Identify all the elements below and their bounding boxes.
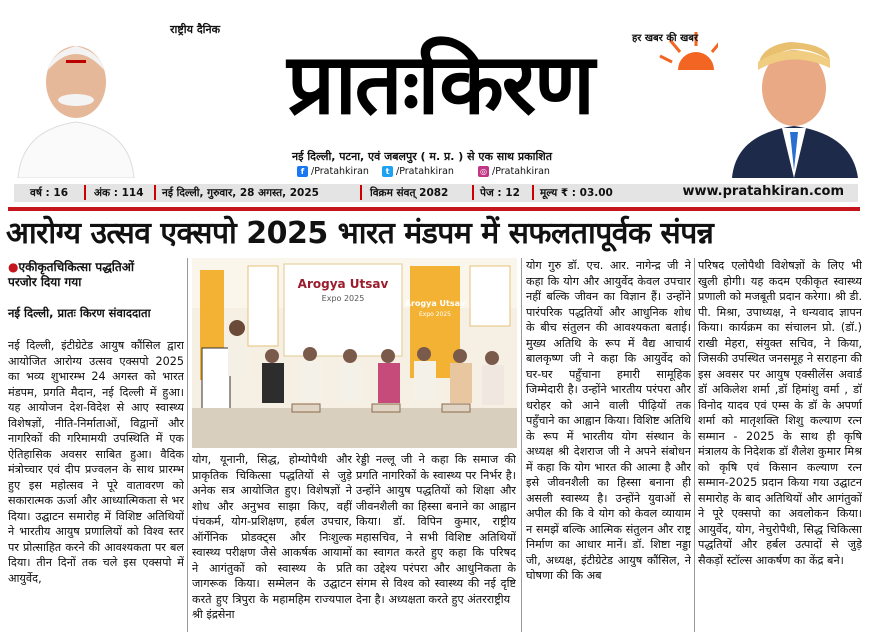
divider (532, 185, 534, 200)
publication-cities: नई दिल्ली, पटना, एवं जबलपुर ( म. प्र. ) से एक साथ प्रकाशित (292, 150, 553, 163)
article-column-1 (8, 338, 184, 632)
twitter-icon: t (382, 166, 393, 177)
subhead-line-1: एकीकृतचिकित्सा पद्धतिओं (18, 260, 134, 274)
issue-year: वर्ष : 16 (30, 187, 69, 199)
masthead-tagline-right: हर खबर की खबर (632, 33, 699, 44)
issue-samvat: विक्रम संवत् 2082 (370, 187, 449, 199)
instagram-icon: ◎ (478, 166, 489, 177)
article-column-2 (192, 452, 352, 632)
column-text: योग गुरु डॉ. एच. आर. नागेन्द्र जी ने कहा कि योग और आयुर्वेद केवल उपचार नहीं बल्कि जीवन का विज्ञान हैं। उन्होंने पारंपरिक पद्धतियों और आधुनिक शोध के बीच संतुलन की आवश्यकता बताई। मुख्य अतिथि के रूप में वैद्य आचार्य बालकृष्ण जी ने कहा कि आयुर्वेद को घर-घर पहुँचाना हमारी सामूहिक जिम्मेदारी है। उन्होंने भारतीय परंपरा और धरोहर को आने वाली पीढ़ियों तक पहुँचाने का आह्वान किया। विशिष्ट अतिथि के रूप में भारतीय योग संस्थान के अध्यक्ष श्री देशराज जी ने अपने संबोधन में कहा कि योग भारत की आत्मा है और इसे जीवनशैली का हिस्सा बनाना ही असली स्वास्थ्य है। उन्होंने युवाओं से अपील की कि वे योग को केवल व्यायाम न समझें बल्कि आत्मिक संतुलन और राष्ट्र निर्माण का आधार मानें। डॉ. शिष्टा नड्डा जी, अध्यक्ष, इंटीग्रेटेड आयुष कौंसिल, ने घोषणा की कि अब (526, 259, 691, 582)
divider (472, 185, 474, 200)
column-text: रेड्डी नल्लू जी ने कहा कि समाज की प्रगति नागरिकों के स्वास्थ्य पर निर्भर है। उन्होंने आयुष पद्धतियों को शिक्षा और जीवनशैली का हिस्सा बनाने का आह्वान किया। डॉ. विपिन कुमार, राष्ट्रीय महासचिव, ने सभी विशिष्ट अतिथियों का स्वागत करते हुए कहा कि परिषद का उद्देश्य परंपरा और आधुनिकता के संगम से विश्व को स्वास्थ्य की नई दृष्टि देना है। अध्यक्षता करते हुए अंतरराष्ट्रीय (356, 453, 516, 606)
website-link[interactable]: www.pratahkiran.com (682, 184, 844, 199)
divider (360, 185, 362, 200)
social-twitter[interactable] (382, 166, 454, 177)
facebook-icon: f (297, 166, 308, 177)
issue-price: मूल्य ₹ : 03.00 (540, 187, 613, 199)
masthead (0, 0, 870, 180)
event-photo (192, 258, 517, 448)
social-facebook[interactable] (297, 166, 369, 177)
article-column-5 (698, 258, 862, 632)
divider (8, 207, 860, 211)
social-handle: /Pratahkiran (492, 166, 550, 177)
divider (84, 185, 86, 200)
social-handle: /Pratahkiran (396, 166, 454, 177)
article-column-3 (356, 452, 516, 632)
column-text: परिषद एलोपैथी विशेषज्ञों के लिए भी खुली होगी। यह कदम एकीकृत स्वास्थ्य प्रणाली को मजबूती प्रदान करेगा। श्री डी. पी. मिश्रा, उपाध्यक्ष, ने धन्यवाद ज्ञापन किया। कार्यक्रम का संचालन प्रो. (डॉ.) राखी मेहरा, संयुक्त सचिव, ने किया, जिसकी उपस्थित जनसमूह ने सराहना की इस अवसर पर आयुष एक्सीलेंस अवार्ड डॉ अकिलेश शर्मा ,डॉ हिमांशु वर्मा , डॉ विनोद यादव एवं एम्स के डॉ के अपर्णा शर्मा को मातृशक्ति शिशु कल्याण रत्न सम्मान - 2025 के साथ ही कृषि मंत्रालय के निदेशक डॉ शैलेश कुमार मिश्र को कृषि एवं किसान कल्याण रत्न सम्मान-2025 प्रदान किया गया उद्घाटन समारोह के बाद अतिथियों और आगंतुकों ने पूरे एक्सपो का अवलोकन किया। आयुर्वेद, योग, नेचुरोपैथी, सिद्ध चिकित्सा पद्धतियों और हर्बल उत्पादों से जुड़े सैकड़ों स्टॉल्स आकर्षण का केंद्र बने। (698, 259, 862, 567)
article-column-4 (526, 258, 691, 632)
page-count: पेज : 12 (480, 187, 520, 199)
banner-year: Expo 2025 (321, 294, 365, 303)
masthead-tagline-left: राष्ट्रीय दैनिक (170, 23, 221, 36)
article-subhead (8, 260, 190, 290)
bullet-icon: ● (8, 260, 19, 274)
banner-title: Arogya Utsav (297, 277, 389, 291)
portrait-left-photo (8, 30, 138, 178)
social-instagram[interactable] (478, 166, 550, 177)
banner-side-year: Expo 2025 (419, 311, 451, 318)
newspaper-logo (160, 30, 720, 140)
column-text: योग, यूनानी, सिद्ध, होम्योपैथी और प्राकृतिक चिकित्सा पद्धतियों से जुड़े अनेक सत्र आयोजित हुए। विशेषज्ञों ने शोध और अनुभव साझा किए, वहीं पंचकर्म, योग-प्रशिक्षण, हर्बल उपचार, ऑर्गेनिक प्रोडक्ट्स और निःशुल्क स्वास्थ्य परीक्षण जैसे आकर्षक आयामों ने आगंतुकों को स्वास्थ्य के प्रति जागरूक किया। सम्मेलन के उद्घाटन करते हुए त्रिपुरा के महामहिम राज्यपाल श्री इंद्रसेना (192, 453, 352, 621)
divider (694, 258, 695, 632)
social-handle: /Pratahkiran (311, 166, 369, 177)
banner-side-title: Arogya Utsav (404, 299, 466, 308)
divider (521, 258, 522, 632)
issue-date: नई दिल्ली, गुरुवार, 28 अगस्त, 2025 (162, 187, 319, 199)
divider (187, 258, 188, 632)
article-headline: आरोग्य उत्सव एक्सपो 2025 भारत मंडपम में सफलतापूर्वक संपन्न (6, 216, 714, 251)
portrait-right-photo (718, 30, 866, 178)
issue-number: अंक : 114 (94, 187, 144, 199)
logo-wordmark: प्रातःकिरण (287, 35, 593, 133)
column-text: नई दिल्ली, इंटीग्रेटेड आयुष कौंसिल द्वारा आयोजित आरोग्य उत्सव एक्सपो 2025 का भव्य शुभारम्भ 24 अगस्त को भारत मंडपम, प्रगति मैदान, नई दिल्ली में हुआ। यह आयोजन देश-विदेश से आए स्वास्थ्य विशेषज्ञों, नीति-निर्माताओं, विद्वानों और नागरिकों की गरिमामयी उपस्थिति में एक ऐतिहासिक अवसर साबित हुआ। वैदिक मंत्रोच्चार एवं दीप प्रज्वलन के साथ प्रारम्भ हुए इस महोत्सव ने पूरे वातावरण को सकारात्मक ऊर्जा और आध्यात्मिकता से भर दिया। उद्घाटन समारोह में विशिष्ट अतिथियों ने भारतीय आयुष प्रणालियों को विश्व स्तर पर प्रोत्साहित करने की आवश्यकता पर बल दिया। तीन दिनों तक चले इस एक्सपो में आयुर्वेद, (8, 339, 184, 585)
issue-info-bar (14, 184, 858, 202)
divider (154, 185, 156, 200)
article-byline: नई दिल्ली, प्रातः किरण संवाददाता (8, 306, 151, 320)
subhead-line-2: परजोर दिया गया (8, 275, 82, 289)
